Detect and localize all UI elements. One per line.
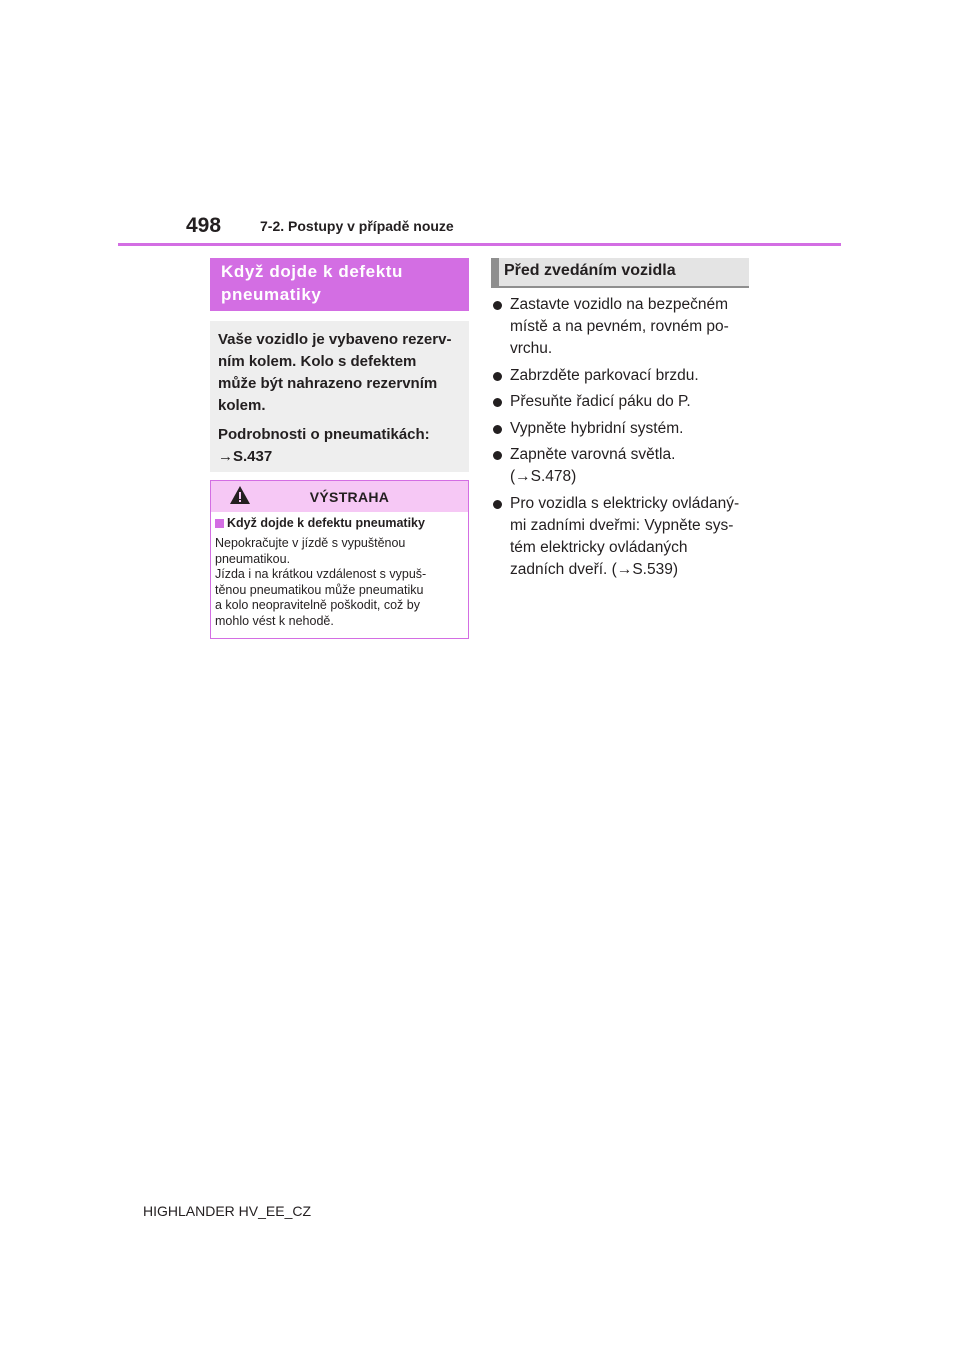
step-line: vrchu. (510, 340, 553, 357)
warning-line: těnou pneumatikou může pneumatiku (215, 582, 424, 597)
page-reference-link[interactable]: →S.437 (218, 448, 273, 465)
bullet-dot-icon (493, 425, 502, 434)
warning-line: a kolo neopravitelně poškodit, což by (215, 598, 420, 612)
spare-wheel-info-box (210, 321, 469, 472)
info-line: kolem. (218, 397, 266, 414)
before-jacking-heading: Před zvedáním vozidla (491, 258, 749, 288)
bullet-dot-icon (493, 500, 502, 509)
step-line: mi zadními dveřmi: Vypněte sys- (510, 516, 734, 534)
heading-line: Když dojde k defektu (221, 262, 404, 281)
list-item (492, 418, 752, 440)
step-line: Vypněte hybridní systém. (510, 419, 684, 437)
warning-line: mohlo vést k nehodě. (215, 613, 334, 628)
list-item (492, 365, 752, 387)
warning-text (215, 536, 464, 629)
detail-line: Podrobnosti o pneumatikách: (218, 426, 430, 443)
step-line: Zapněte varovná světla. (510, 446, 676, 463)
warning-line: pneumatikou. (215, 551, 291, 566)
info-line: ním kolem. Kolo s defektem (218, 353, 417, 370)
warning-line: Jízda i na krátkou vzdálenost s vypuš- (215, 567, 427, 581)
list-item (492, 391, 752, 413)
step-line: Zastavte vozidlo na bezpečném (510, 296, 728, 313)
list-item (492, 493, 752, 581)
info-line: může být nahrazeno rezervním (218, 375, 438, 392)
section-title: 7-2. Postupy v případě nouze (260, 218, 454, 234)
page-reference-link[interactable]: zadních dveří. (→S.539) (510, 560, 678, 578)
page-number: 498 (186, 214, 222, 237)
preparation-steps-list (492, 294, 752, 585)
bullet-dot-icon (493, 451, 502, 460)
info-line: Vaše vozidlo je vybaveno rezerv- (218, 331, 452, 348)
list-item (492, 444, 752, 488)
step-line: Přesuňte řadicí páku do P. (510, 393, 691, 410)
step-line: tém elektricky ovládaných (510, 538, 688, 556)
page-reference-link[interactable]: (→S.478) (510, 468, 577, 485)
step-line: Pro vozidla s elektricky ovládaný- (510, 494, 740, 512)
footer-model-code: HIGHLANDER HV_EE_CZ (143, 1203, 312, 1219)
list-item (492, 294, 752, 360)
header-rule (118, 243, 841, 246)
bullet-dot-icon (493, 301, 502, 310)
heading-line: pneumatiky (221, 285, 322, 304)
warning-label: VÝSTRAHA (309, 488, 390, 505)
warning-subheading (215, 516, 468, 530)
bullet-dot-icon (493, 398, 502, 407)
warning-subheading-text: Když dojde k defektu pneumatiky (227, 516, 425, 530)
warning-header (211, 481, 468, 512)
warning-triangle-icon (229, 485, 251, 505)
square-bullet-icon (215, 519, 224, 528)
tire-defect-heading (210, 258, 469, 311)
step-line: Zabrzděte parkovací brzdu. (510, 366, 699, 384)
step-line: místě a na pevném, rovném po- (510, 318, 729, 335)
warning-box (210, 480, 469, 639)
bullet-dot-icon (493, 372, 502, 381)
warning-line: Nepokračujte v jízdě s vypuštěnou (215, 536, 406, 550)
